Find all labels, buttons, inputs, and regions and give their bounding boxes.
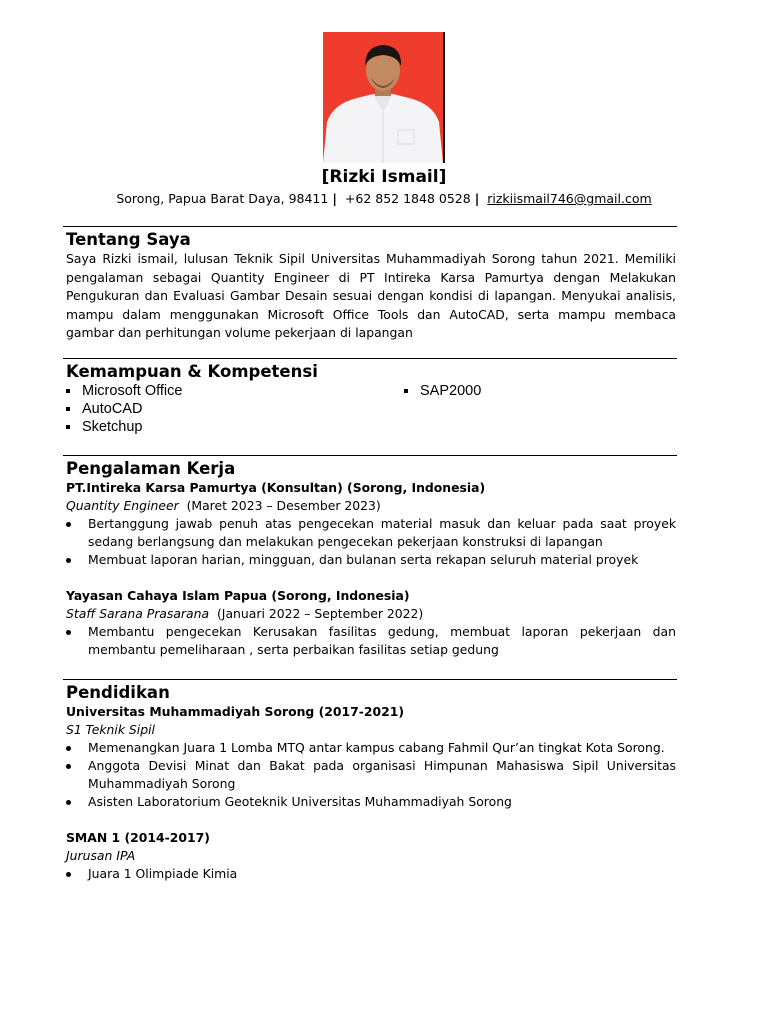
bullet-square-icon bbox=[404, 389, 408, 393]
job-role: Staff Sarana Prasarana (Januari 2022 – September 2022) bbox=[66, 606, 424, 621]
school-name: Universitas Muhammadiyah Sorong (2017-2021) bbox=[66, 704, 405, 719]
skills-section bbox=[66, 362, 676, 442]
section-divider bbox=[63, 679, 677, 680]
contact-line bbox=[0, 191, 768, 206]
job-organization: PT.Intireka Karsa Pamurtya (Konsultan) (Sorong, Indonesia) bbox=[66, 480, 486, 495]
bullet-icon bbox=[66, 800, 71, 805]
experience-section bbox=[66, 459, 676, 659]
school-name: SMAN 1 (2014-2017) bbox=[66, 830, 210, 845]
profile-photo bbox=[323, 32, 445, 163]
education-achievement: Anggota Devisi Minat dan Bakat pada organisasi Himpunan Mahasiswa Sipil Universitas Muhammadiyah Sorong bbox=[66, 757, 676, 793]
candidate-name: [Rizki Ismail] bbox=[321, 167, 447, 187]
job-duty: Membantu pengecekan Kerusakan fasilitas gedung, membuat laporan pekerjaan dan membantu pemeliharaan , serta perbaikan fasilitas setiap gedung bbox=[66, 623, 676, 659]
education-achievement: Asisten Laboratorium Geoteknik Universitas Muhammadiyah Sorong bbox=[66, 793, 676, 811]
about-text: Saya Rizki ismail, lulusan Teknik Sipil Universitas Muhammadiyah Sorong tahun 2021. Memiliki pengalaman sebagai Quantity Engineer di PT Intireka Karsa Pamurtya dengan Melakukan Pengukuran dan Evaluasi Gambar Desain sesuai dengan kondisi di lapangan. Menyukai analisis, mampu dalam menggunakan Microsoft Office Tools dan AutoCAD, serta mampu membaca gambar dan perhitungan volume pekerjaan di lapangan bbox=[66, 251, 676, 340]
bullet-icon bbox=[66, 872, 71, 877]
bullet-icon bbox=[66, 522, 71, 527]
bullet-square-icon bbox=[66, 389, 70, 393]
separator: | bbox=[332, 191, 337, 206]
bullet-icon bbox=[66, 746, 71, 751]
skill-item: SAP2000 bbox=[404, 382, 481, 400]
skill-item: Microsoft Office bbox=[66, 382, 182, 400]
bullet-icon bbox=[66, 764, 71, 769]
bullet-icon bbox=[66, 558, 71, 563]
job-organization: Yayasan Cahaya Islam Papua (Sorong, Indonesia) bbox=[66, 588, 410, 603]
job-role: Quantity Engineer (Maret 2023 – Desember 2023) bbox=[66, 498, 381, 513]
about-section bbox=[66, 230, 676, 343]
person-portrait-icon bbox=[323, 32, 443, 163]
bullet-icon bbox=[66, 630, 71, 635]
email-link[interactable]: rizkiismail746@gmail.com bbox=[487, 191, 652, 206]
section-divider bbox=[63, 358, 677, 359]
education-achievement: Juara 1 Olimpiade Kimia bbox=[66, 865, 676, 883]
experience-title: Pengalaman Kerja bbox=[66, 459, 236, 478]
skills-list bbox=[66, 382, 676, 442]
address-text: Sorong, Papua Barat Daya, 98411 bbox=[116, 191, 329, 206]
job-duty: Membuat laporan harian, mingguan, dan bulanan serta rekapan seluruh material proyek bbox=[66, 551, 676, 569]
school-major: Jurusan IPA bbox=[66, 848, 136, 863]
skill-item: Sketchup bbox=[66, 418, 182, 436]
skill-item: AutoCAD bbox=[66, 400, 182, 418]
bullet-square-icon bbox=[66, 407, 70, 411]
section-divider bbox=[63, 455, 677, 456]
skills-title: Kemampuan & Kompetensi bbox=[66, 362, 318, 381]
education-title: Pendidikan bbox=[66, 683, 170, 702]
phone-text: +62 852 1848 0528 bbox=[344, 191, 471, 206]
school-major: S1 Teknik Sipil bbox=[66, 722, 155, 737]
separator: | bbox=[474, 191, 480, 206]
about-title: Tentang Saya bbox=[66, 230, 191, 249]
section-divider bbox=[63, 226, 677, 227]
education-achievement: Memenangkan Juara 1 Lomba MTQ antar kampus cabang Fahmil Qur’an tingkat Kota Sorong. bbox=[66, 739, 676, 757]
job-duty: Bertanggung jawab penuh atas pengecekan material masuk dan keluar pada saat proyek sedang berlangsung dan melakukan pengecekan pekerjaan konstruksi di lapangan bbox=[66, 515, 676, 551]
bullet-square-icon bbox=[66, 425, 70, 429]
education-section bbox=[66, 683, 676, 883]
